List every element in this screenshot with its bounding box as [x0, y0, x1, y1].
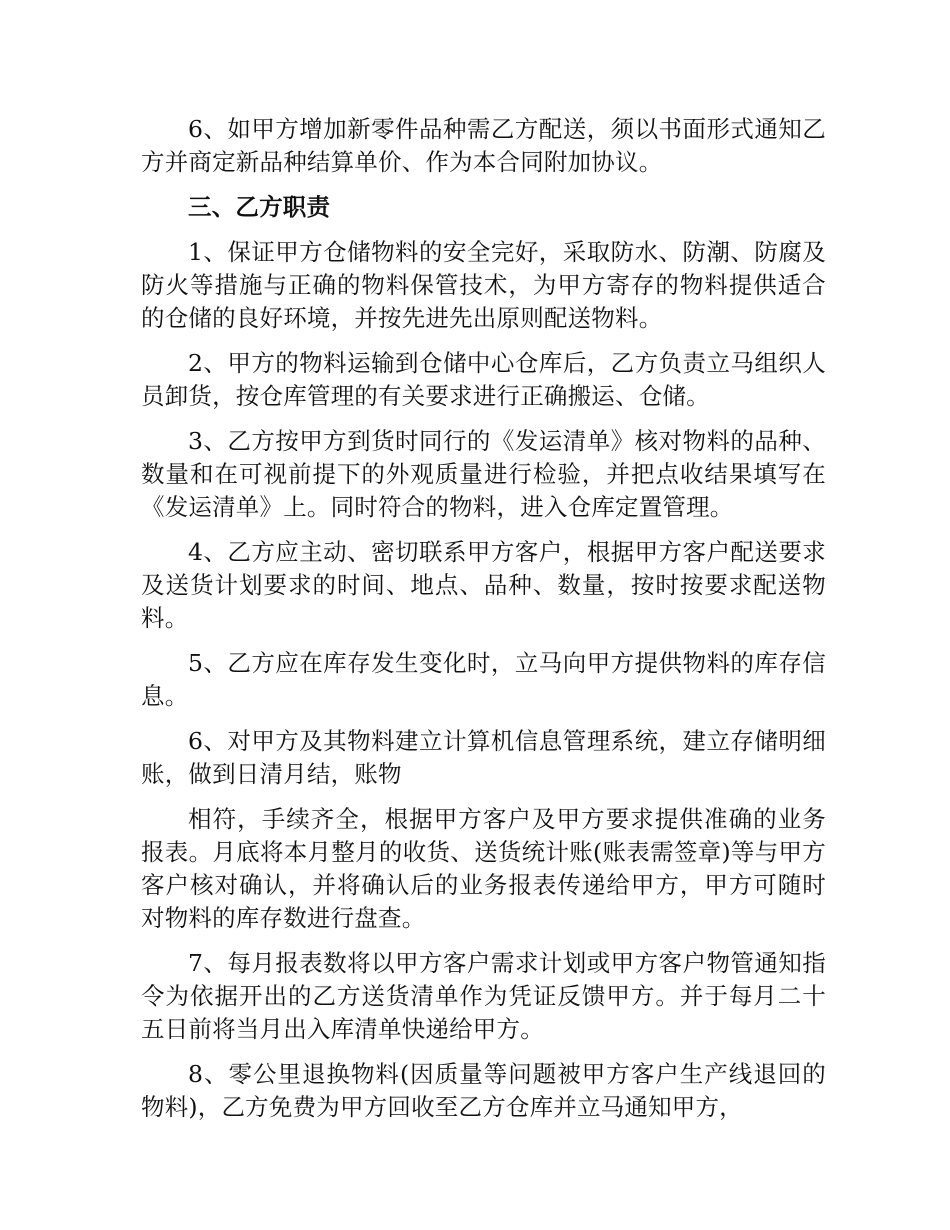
para-7-monthly-report: 7、每月报表数将以甲方客户需求计划或甲方客户物管通知指令为依据开出的乙方送货清单作为凭证反馈甲方。并于每月二十五日前将当月出入库清单快递给甲方。	[141, 949, 826, 1043]
para-2-unloading: 2、甲方的物料运输到仓储中心仓库后，乙方负责立马组织人员卸货，按仓库管理的有关要求进行正确搬运、仓储。	[141, 349, 826, 410]
para-8-returns: 8、零公里退换物料(因质量等问题被甲方客户生产线退回的物料)，乙方免费为甲方回收至乙方仓库并立马通知甲方，	[141, 1060, 826, 1121]
para-5-inventory-info: 5、乙方应在库存发生变化时，立马向甲方提供物料的库存信息。	[141, 649, 826, 710]
para-3-inspection: 3、乙方按甲方到货时同行的《发运清单》核对物料的品种、数量和在可视前提下的外观质量进行检验，并把点收结果填写在《发运清单》上。同时符合的物料，进入仓库定置管理。	[141, 427, 826, 521]
para-4-delivery: 4、乙方应主动、密切联系甲方客户，根据甲方客户配送要求及送货计划要求的时间、地点、品种、数量，按时按要求配送物料。	[141, 538, 826, 632]
section-heading-3: 三、乙方职责	[188, 193, 331, 221]
para-6-continued: 相符，手续齐全，根据甲方客户及甲方要求提供准确的业务报表。月底将本月整月的收货、送货统计账(账表需签章)等与甲方客户核对确认，并将确认后的业务报表传递给甲方，甲方可随时对物料的库存数进行盘查。	[141, 805, 826, 932]
para-1-storage-safety: 1、保证甲方仓储物料的安全完好，采取防水、防潮、防腐及防火等措施与正确的物料保管技术，为甲方寄存的物料提供适合的仓储的良好环境，并按先进先出原则配送物料。	[141, 238, 826, 332]
para-6-info-system: 6、对甲方及其物料建立计算机信息管理系统，建立存储明细账，做到日清月结，账物	[141, 727, 826, 788]
para-6-new-parts: 6、如甲方增加新零件品种需乙方配送，须以书面形式通知乙方并商定新品种结算单价、作为本合同附加协议。	[141, 115, 826, 176]
document-body	[141, 113, 826, 1124]
